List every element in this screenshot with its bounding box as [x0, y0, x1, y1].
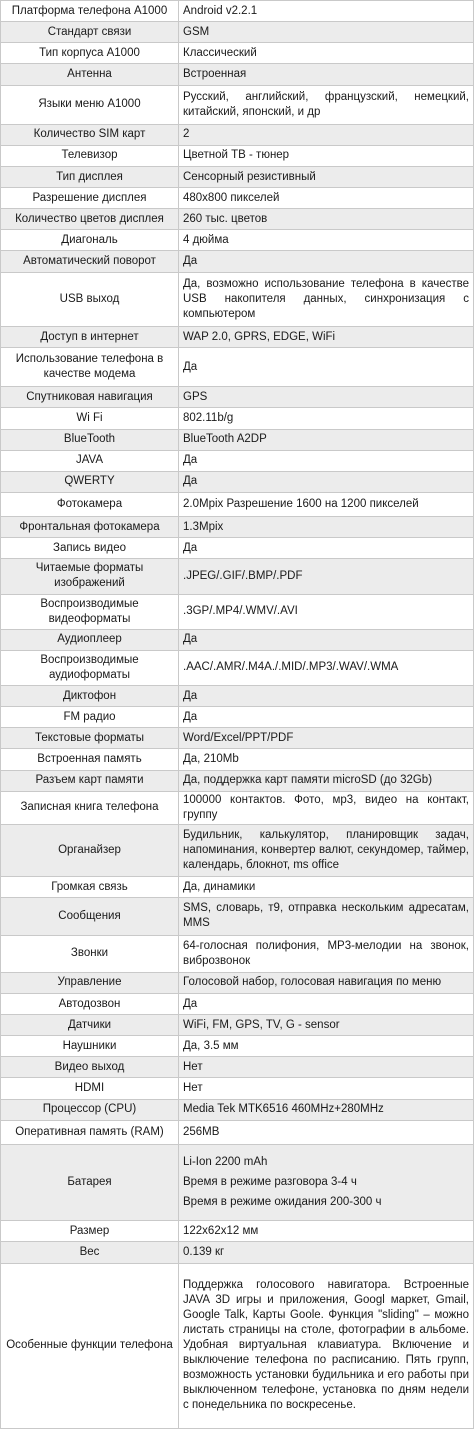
- spec-value-line: Да: [183, 689, 198, 702]
- spec-value: [179, 209, 474, 230]
- spec-value: [179, 1, 474, 22]
- table-row: [1, 64, 474, 85]
- table-row: [1, 1099, 474, 1120]
- spec-key: Использование телефона в качестве модема: [1, 348, 179, 387]
- spec-value-line: Время в режиме ожидания 200-300 ч: [183, 1196, 382, 1209]
- spec-value: [179, 188, 474, 209]
- spec-value-line: 0.139 кг: [183, 1246, 225, 1259]
- table-row: [1, 408, 474, 429]
- spec-value: [179, 791, 474, 824]
- spec-key: JAVA: [1, 450, 179, 471]
- spec-key: Аудиоплеер: [1, 629, 179, 650]
- spec-value: [179, 1144, 474, 1220]
- spec-value: [179, 629, 474, 650]
- spec-key: FM радио: [1, 707, 179, 728]
- spec-key: Видео выход: [1, 1057, 179, 1078]
- spec-value: [179, 877, 474, 898]
- spec-key: Наушники: [1, 1036, 179, 1057]
- spec-value: [179, 1015, 474, 1036]
- spec-key: Встроенная память: [1, 749, 179, 770]
- spec-value: [179, 650, 474, 685]
- spec-value: [179, 749, 474, 770]
- spec-value-line: GSM: [183, 25, 210, 38]
- spec-key: Текстовые форматы: [1, 728, 179, 749]
- spec-key: Батарея: [1, 1144, 179, 1220]
- spec-value: [179, 935, 474, 972]
- spec-value-line: Встроенная: [183, 67, 247, 80]
- spec-key: Записная книга телефона: [1, 791, 179, 824]
- table-row: [1, 1057, 474, 1078]
- spec-value-line: 100000 контактов. Фото, мр3, видео на контакт, группу: [183, 793, 469, 821]
- spec-key: Разъем карт памяти: [1, 770, 179, 791]
- table-row: [1, 559, 474, 594]
- spec-value-line: Голосовой набор, голосовая навигация по меню: [183, 976, 442, 989]
- table-row: [1, 993, 474, 1014]
- table-row: [1, 1078, 474, 1099]
- spec-value-line: Li-Ion 2200 mAh: [183, 1156, 268, 1169]
- spec-value-line: Цветной ТВ - тюнер: [183, 149, 290, 162]
- spec-value-line: Да: [183, 454, 198, 467]
- table-row: [1, 387, 474, 408]
- spec-value: [179, 348, 474, 387]
- spec-table-body: [1, 1, 474, 1429]
- table-row: [1, 429, 474, 450]
- spec-key: Платформа телефона A1000: [1, 1, 179, 22]
- spec-key: Запись видео: [1, 538, 179, 559]
- spec-value-line: 1.3Mpix: [183, 520, 224, 533]
- table-row: [1, 824, 474, 876]
- spec-value: [179, 517, 474, 538]
- spec-value-line: Поддержка голосового навигатора. Встроенные JAVA 3D игры и приложения, Googl маркет, Gmail, Google Talk, Карты Goole. Функция "sliding" – можно листать страницы на столе, фотографии в альбоме. Удобная виртуальная клавиатура. Включение и выключение телефона по расписанию. Пять групп, возможность установки будильника и его работы при выключенном телефоне, установка по дням недели с понедельника по воскресенье.: [183, 1279, 469, 1412]
- table-row: [1, 650, 474, 685]
- spec-key: Количество SIM карт: [1, 124, 179, 145]
- spec-value: [179, 326, 474, 347]
- spec-key: Доступ в интернет: [1, 326, 179, 347]
- spec-key: Тип дисплея: [1, 166, 179, 187]
- spec-value-line: BlueTooth A2DP: [183, 433, 267, 446]
- table-row: [1, 1036, 474, 1057]
- spec-key: Звонки: [1, 935, 179, 972]
- spec-value-line: Сенсорный резистивный: [183, 170, 316, 183]
- spec-value: [179, 824, 474, 876]
- table-row: [1, 749, 474, 770]
- spec-key: Спутниковая навигация: [1, 387, 179, 408]
- spec-value-line: Да, поддержка карт памяти microSD (до 32Gb): [183, 774, 433, 787]
- spec-key: Органайзер: [1, 824, 179, 876]
- spec-value-line: Да: [183, 710, 198, 723]
- spec-value: [179, 686, 474, 707]
- spec-key: Диагональ: [1, 230, 179, 251]
- spec-value: [179, 43, 474, 64]
- spec-key: Wi Fi: [1, 408, 179, 429]
- spec-value-line: Да: [183, 255, 198, 268]
- spec-value-line: Да: [183, 997, 198, 1010]
- spec-value-line: 2.0Mpix Разрешение 1600 на 1200 пикселей: [183, 497, 419, 510]
- spec-value: [179, 1242, 474, 1263]
- table-row: [1, 43, 474, 64]
- spec-key: Автодозвон: [1, 993, 179, 1014]
- spec-value: [179, 145, 474, 166]
- spec-value: [179, 1263, 474, 1428]
- spec-value: [179, 492, 474, 516]
- spec-value-line: 4 дюйма: [183, 233, 229, 246]
- table-row: [1, 145, 474, 166]
- spec-value: [179, 972, 474, 993]
- spec-value-line: Будильник, калькулятор, планировщик задач, напоминания, конвертер валют, секундомер, таймер, календарь, блокнот, ms office: [183, 829, 469, 872]
- table-row: [1, 1263, 474, 1428]
- spec-value-line: .AAC/.AMR/.M4A./.MID/.MP3/.WAV/.WMA: [183, 661, 399, 674]
- spec-key: Размер: [1, 1221, 179, 1242]
- spec-key: Стандарт связи: [1, 22, 179, 43]
- table-row: [1, 538, 474, 559]
- spec-key: Разрешение дисплея: [1, 188, 179, 209]
- table-row: [1, 877, 474, 898]
- spec-value-line: 802.11b/g: [183, 411, 234, 424]
- table-row: [1, 1015, 474, 1036]
- spec-key: Автоматический поворот: [1, 251, 179, 272]
- spec-value: [179, 1221, 474, 1242]
- spec-key: Воспроизводимые аудиоформаты: [1, 650, 179, 685]
- spec-value: [179, 64, 474, 85]
- table-row: [1, 629, 474, 650]
- table-row: [1, 594, 474, 629]
- spec-value-line: Да: [183, 633, 198, 646]
- spec-value: [179, 707, 474, 728]
- spec-key: QWERTY: [1, 471, 179, 492]
- spec-key: HDMI: [1, 1078, 179, 1099]
- spec-value: [179, 450, 474, 471]
- table-row: [1, 1242, 474, 1263]
- spec-key: Управление: [1, 972, 179, 993]
- spec-value-line: 256MB: [183, 1125, 220, 1138]
- spec-value-line: Да: [183, 541, 198, 554]
- spec-key: Антенна: [1, 64, 179, 85]
- spec-value: [179, 559, 474, 594]
- spec-value-line: WAP 2.0, GPRS, EDGE, WiFi: [183, 330, 336, 343]
- table-row: [1, 471, 474, 492]
- spec-value-line: SMS, словарь, т9, отправка нескольким адресатам, MMS: [183, 902, 469, 930]
- spec-value-line: 2: [183, 128, 190, 141]
- table-row: [1, 450, 474, 471]
- spec-key: Оперативная память (RAM): [1, 1120, 179, 1144]
- spec-key: USB выход: [1, 272, 179, 326]
- spec-key: Датчики: [1, 1015, 179, 1036]
- table-row: [1, 972, 474, 993]
- table-row: [1, 326, 474, 347]
- spec-value-line: Нет: [183, 1060, 203, 1073]
- spec-key: Читаемые форматы изображений: [1, 559, 179, 594]
- spec-value-line: GPS: [183, 390, 208, 403]
- spec-key: Фотокамера: [1, 492, 179, 516]
- spec-value: [179, 429, 474, 450]
- spec-value-line: Да, возможно использование телефона в качестве USB накопителя данных, синхронизация с компьютером: [183, 277, 469, 320]
- spec-value: [179, 1099, 474, 1120]
- table-row: [1, 251, 474, 272]
- table-row: [1, 230, 474, 251]
- spec-value: [179, 471, 474, 492]
- spec-value-line: Время в режиме разговора 3-4 ч: [183, 1176, 357, 1189]
- spec-value: [179, 1078, 474, 1099]
- table-row: [1, 348, 474, 387]
- spec-value: [179, 22, 474, 43]
- spec-key: Воспроизводимые видеоформаты: [1, 594, 179, 629]
- spec-value-line: Да: [183, 475, 198, 488]
- table-row: [1, 1120, 474, 1144]
- spec-key: BlueTooth: [1, 429, 179, 450]
- table-row: [1, 517, 474, 538]
- table-row: [1, 85, 474, 124]
- spec-key: Количество цветов дисплея: [1, 209, 179, 230]
- spec-value-line: Да, 210Mb: [183, 753, 239, 766]
- spec-value-line: 64-голосная полифония, MP3-мелодии на звонок, виброзвонок: [183, 939, 469, 967]
- spec-value-line: 122x62x12 мм: [183, 1224, 259, 1237]
- table-row: [1, 188, 474, 209]
- spec-value: [179, 594, 474, 629]
- spec-value: [179, 85, 474, 124]
- spec-value-line: 260 тыс. цветов: [183, 212, 268, 225]
- table-row: [1, 22, 474, 43]
- table-row: [1, 770, 474, 791]
- spec-value: [179, 408, 474, 429]
- spec-value: [179, 1036, 474, 1057]
- spec-value: [179, 993, 474, 1014]
- spec-key: Языки меню A1000: [1, 85, 179, 124]
- table-row: [1, 124, 474, 145]
- table-row: [1, 1221, 474, 1242]
- spec-key: Вес: [1, 1242, 179, 1263]
- spec-key: Диктофон: [1, 686, 179, 707]
- table-row: [1, 492, 474, 516]
- table-row: [1, 166, 474, 187]
- spec-key: Тип корпуса A1000: [1, 43, 179, 64]
- table-row: [1, 272, 474, 326]
- spec-value-line: WiFi, FM, GPS, TV, G - sensor: [183, 1018, 340, 1031]
- spec-value: [179, 538, 474, 559]
- spec-value-line: Классический: [183, 46, 257, 59]
- spec-value: [179, 166, 474, 187]
- spec-value: [179, 272, 474, 326]
- spec-value: [179, 1057, 474, 1078]
- table-row: [1, 791, 474, 824]
- spec-value-line: Да: [183, 360, 198, 373]
- spec-value: [179, 251, 474, 272]
- table-row: [1, 707, 474, 728]
- spec-value: [179, 230, 474, 251]
- spec-value: [179, 770, 474, 791]
- table-row: [1, 1144, 474, 1220]
- spec-key: Громкая связь: [1, 877, 179, 898]
- spec-value: [179, 124, 474, 145]
- table-row: [1, 728, 474, 749]
- spec-value: [179, 1120, 474, 1144]
- spec-value-line: Да, динамики: [183, 880, 256, 893]
- table-row: [1, 1, 474, 22]
- spec-value: [179, 728, 474, 749]
- spec-value-line: Android v2.2.1: [183, 4, 258, 17]
- spec-key: Сообщения: [1, 898, 179, 935]
- table-row: [1, 935, 474, 972]
- spec-key: Телевизор: [1, 145, 179, 166]
- spec-key: Особенные функции телефона: [1, 1263, 179, 1428]
- spec-value-line: Да, 3.5 мм: [183, 1039, 239, 1052]
- spec-value-line: Media Tek MTK6516 460MHz+280MHz: [183, 1103, 384, 1116]
- table-row: [1, 209, 474, 230]
- spec-value-line: 480x800 пикселей: [183, 191, 280, 204]
- spec-key: Фронтальная фотокамера: [1, 517, 179, 538]
- spec-value: [179, 898, 474, 935]
- spec-value-line: Русский, английский, французский, немецкий, китайский, японский, и др: [183, 90, 469, 118]
- spec-value-line: Нет: [183, 1082, 203, 1095]
- spec-value-line: .3GP/.MP4/.WMV/.AVI: [183, 605, 298, 618]
- table-row: [1, 686, 474, 707]
- spec-value-line: .JPEG/.GIF/.BMP/.PDF: [183, 569, 303, 582]
- spec-key: Процессор (CPU): [1, 1099, 179, 1120]
- table-row: [1, 898, 474, 935]
- spec-value-line: Word/Excel/PPT/PDF: [183, 731, 294, 744]
- spec-value: [179, 387, 474, 408]
